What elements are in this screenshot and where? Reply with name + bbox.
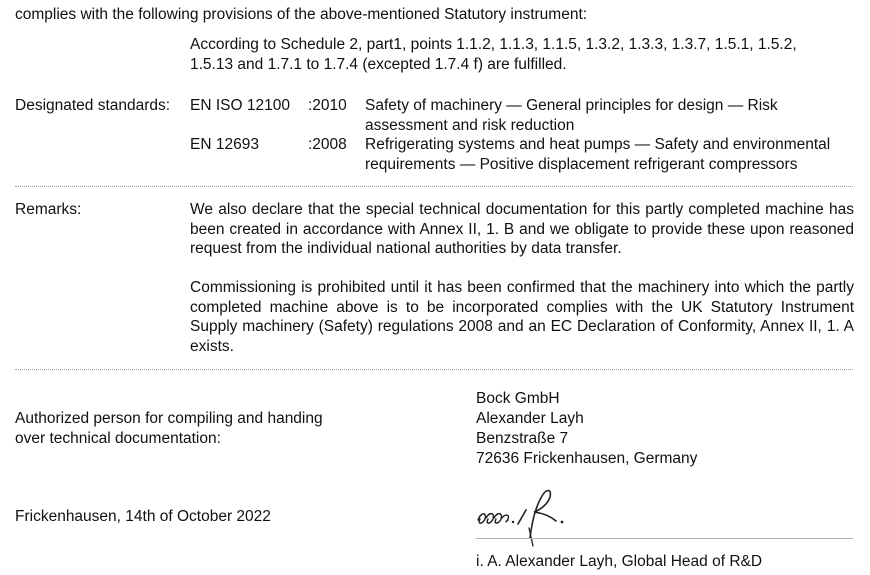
standard-1-year: :2010	[308, 97, 347, 114]
street-address: Benzstraße 7	[476, 430, 569, 447]
signature-image	[472, 466, 582, 548]
signatory-name: i. A. Alexander Layh, Global Head of R&D	[476, 553, 763, 570]
authorized-label-line-2: over technical documentation:	[15, 430, 221, 447]
company-name: Bock GmbH	[476, 390, 560, 407]
standard-2-title-line-1: Refrigerating systems and heat pumps — Safety and environmental	[365, 136, 831, 153]
remarks-paragraph-1: We also declare that the special technical documentation for this partly completed machine has been created in accordance with Annex II, 1. B and we obligate to provide these upon reasoned request from the individual national authorities by data transfer.	[190, 201, 854, 258]
intro-text: complies with the following provisions of the above-mentioned Statutory instrument:	[15, 6, 588, 23]
schedule-line-2: 1.5.13 and 1.7.1 to 1.7.4 (excepted 1.7.4 f) are fulfilled.	[190, 56, 567, 73]
city-address: 72636 Frickenhausen, Germany	[476, 450, 698, 467]
standard-1-title-line-1: Safety of machinery — General principles for design — Risk	[365, 97, 778, 114]
remarks-paragraph-2: Commissioning is prohibited until it has been confirmed that the machinery into which the partly completed machine above is to be incorporated complies with the UK Statutory Instrument Supply machinery (Safety) regulations 2008 and an EC Declaration of Conformity, Annex II, 1. A exists.	[190, 279, 854, 355]
divider-2	[15, 369, 853, 370]
standard-2-title-line-2: requirements — Positive displacement refrigerant compressors	[365, 156, 798, 173]
standard-2-year: :2008	[308, 136, 347, 153]
remarks-label: Remarks:	[15, 201, 82, 218]
schedule-line-1: According to Schedule 2, part1, points 1.1.2, 1.1.3, 1.1.5, 1.3.2, 1.3.3, 1.3.7, 1.5.1, 1.5.2,	[190, 36, 797, 53]
divider-1	[15, 186, 853, 187]
standards-label: Designated standards:	[15, 97, 171, 114]
standard-2-code: EN 12693	[190, 136, 259, 153]
place-date: Frickenhausen, 14th of October 2022	[15, 508, 271, 525]
signature-line	[476, 538, 853, 539]
standard-1-code: EN ISO 12100	[190, 97, 290, 114]
authorized-label-line-1: Authorized person for compiling and handing	[15, 410, 323, 427]
person-name: Alexander Layh	[476, 410, 584, 427]
standard-1-title-line-2: assessment and risk reduction	[365, 117, 575, 134]
